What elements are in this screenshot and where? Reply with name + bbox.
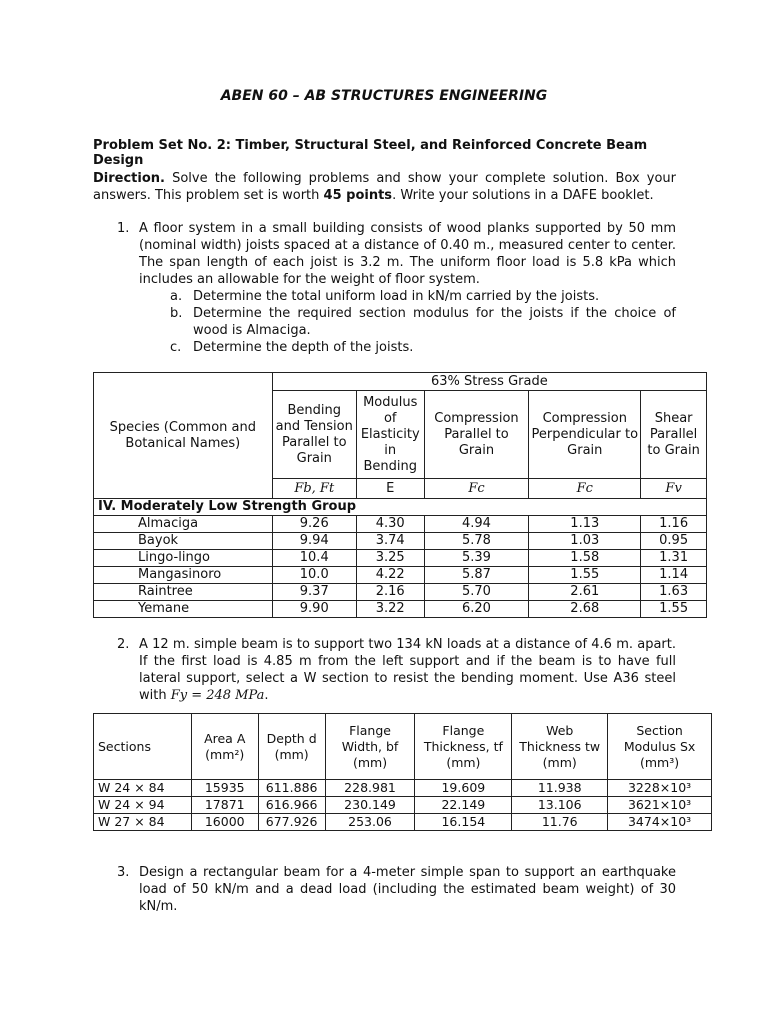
column-header: Section Modulus Sx (mm³) [608, 714, 712, 780]
problem-2-number: 2. [117, 637, 130, 652]
problem-1-item-b [170, 305, 676, 339]
column-header: Sections [94, 714, 192, 780]
strength-group-label: IV. Moderately Low Strength Group [94, 499, 707, 516]
problem-1-text: A floor system in a small building consists of wood planks supported by 50 mm (nominal width) joists spaced at a distance of 0.40 m., measured center to center. The span length of each joist is 3.2 m. The uniform floor load is 5.8 kPa which includes an allowable for the weight of floor system. [139, 221, 676, 287]
w-section-table [93, 713, 712, 831]
value-cell: 3.74 [356, 533, 424, 550]
species-header: Species (Common and Botanical Names) [94, 373, 273, 499]
value-cell: 15935 [191, 780, 258, 797]
direction-text-1: Solve the following problems and show your complete solution. Box your answers. This problem set is worth [93, 171, 676, 203]
column-symbol: Fb, Ft [272, 479, 356, 499]
value-cell: 2.16 [356, 584, 424, 601]
stress-grade-header: 63% Stress Grade [272, 373, 706, 391]
item-label: a. [170, 289, 183, 304]
value-cell: 1.03 [529, 533, 641, 550]
value-cell: 9.37 [272, 584, 356, 601]
species-cell: Raintree [94, 584, 273, 601]
value-cell: 17871 [191, 797, 258, 814]
problem-1 [93, 220, 676, 356]
value-cell: 6.20 [424, 601, 529, 618]
value-cell: 22.149 [415, 797, 512, 814]
value-cell: 228.981 [325, 780, 415, 797]
column-header: Compression Parallel to Grain [424, 391, 529, 479]
value-cell: 230.149 [325, 797, 415, 814]
table-row [94, 814, 712, 831]
item-label: b. [170, 306, 183, 321]
item-text: Determine the total uniform load in kN/m carried by the joists. [193, 289, 600, 304]
problem-set-title: Problem Set No. 2: Timber, Structural Steel, and Reinforced Concrete Beam Design [93, 138, 648, 168]
value-cell: 1.58 [529, 550, 641, 567]
section-cell: W 24 × 84 [94, 780, 192, 797]
value-cell: 19.609 [415, 780, 512, 797]
direction-paragraph [93, 170, 676, 204]
value-cell: 5.87 [424, 567, 529, 584]
problem-1-item-c [170, 339, 676, 356]
column-header: Modulus of Elasticity in Bending [356, 391, 424, 479]
problem-1-item-a [170, 288, 676, 305]
value-cell: 5.39 [424, 550, 529, 567]
direction-label: Direction. [93, 171, 165, 186]
problem-2-text: A 12 m. simple beam is to support two 134 kN loads at a distance of 4.6 m. apart. If the first load is 4.85 m from the left support and if the beam is to have full lateral support, select a W section to resist the bending moment. Use A36 steel with [139, 637, 676, 703]
value-cell: 11.76 [512, 814, 608, 831]
column-header: Area A (mm²) [191, 714, 258, 780]
value-cell: 3.22 [356, 601, 424, 618]
value-cell: 11.938 [512, 780, 608, 797]
table-row [94, 533, 707, 550]
problem-3 [93, 864, 676, 915]
value-cell: 253.06 [325, 814, 415, 831]
value-cell: 1.13 [529, 516, 641, 533]
column-symbol: E [356, 479, 424, 499]
species-cell: Almaciga [94, 516, 273, 533]
species-cell: Mangasinoro [94, 567, 273, 584]
value-cell: 9.26 [272, 516, 356, 533]
value-cell: 3228×10³ [608, 780, 712, 797]
value-cell: 1.16 [641, 516, 707, 533]
value-cell: 1.55 [641, 601, 707, 618]
table-row [94, 516, 707, 533]
species-cell: Lingo-lingo [94, 550, 273, 567]
value-cell: 3474×10³ [608, 814, 712, 831]
section-cell: W 27 × 84 [94, 814, 192, 831]
value-cell: 3621×10³ [608, 797, 712, 814]
value-cell: 4.30 [356, 516, 424, 533]
value-cell: 611.886 [258, 780, 325, 797]
section-cell: W 24 × 94 [94, 797, 192, 814]
direction-text-2: . Write your solutions in a DAFE booklet. [392, 188, 654, 203]
value-cell: 677.926 [258, 814, 325, 831]
column-symbol: Fc [424, 479, 529, 499]
value-cell: 16000 [191, 814, 258, 831]
table-row [94, 550, 707, 567]
column-header: Web Thickness tw (mm) [512, 714, 608, 780]
table-row [94, 601, 707, 618]
problem-1-number: 1. [117, 221, 130, 236]
value-cell: 4.22 [356, 567, 424, 584]
document-title: ABEN 60 – AB STRUCTURES ENGINEERING [220, 88, 548, 104]
column-header: Depth d (mm) [258, 714, 325, 780]
value-cell: 3.25 [356, 550, 424, 567]
table-row [94, 584, 707, 601]
problem-3-text: Design a rectangular beam for a 4-meter simple span to support an earthquake load of 50 kN/m and a dead load (including the estimated beam weight) of 30 kN/m. [139, 865, 676, 914]
value-cell: 1.31 [641, 550, 707, 567]
timber-stress-table [93, 372, 707, 618]
value-cell: 16.154 [415, 814, 512, 831]
value-cell: 2.61 [529, 584, 641, 601]
value-cell: 616.966 [258, 797, 325, 814]
value-cell: 9.90 [272, 601, 356, 618]
column-header: Compression Perpendicular to Grain [529, 391, 641, 479]
value-cell: 9.94 [272, 533, 356, 550]
item-text: Determine the depth of the joists. [193, 340, 414, 355]
value-cell: 1.14 [641, 567, 707, 584]
item-label: c. [170, 340, 182, 355]
item-text: Determine the required section modulus for the joists if the choice of wood is Almaciga. [193, 306, 676, 338]
direction-points: 45 points [323, 188, 393, 203]
value-cell: 5.70 [424, 584, 529, 601]
value-cell: 10.4 [272, 550, 356, 567]
table-row [94, 797, 712, 814]
column-symbol: Fv [641, 479, 707, 499]
column-header: Flange Width, bf (mm) [325, 714, 415, 780]
column-header: Shear Parallel to Grain [641, 391, 707, 479]
problem-2-end: . [264, 688, 269, 703]
value-cell: 1.55 [529, 567, 641, 584]
table-row [94, 567, 707, 584]
value-cell: 13.106 [512, 797, 608, 814]
column-header: Flange Thickness, tf (mm) [415, 714, 512, 780]
problem-2-text-block [139, 636, 676, 704]
value-cell: 4.94 [424, 516, 529, 533]
value-cell: 1.63 [641, 584, 707, 601]
value-cell: 5.78 [424, 533, 529, 550]
yield-stress-formula: Fy = 248 MPa [170, 688, 265, 703]
value-cell: 0.95 [641, 533, 707, 550]
value-cell: 10.0 [272, 567, 356, 584]
problem-3-number: 3. [117, 865, 130, 880]
value-cell: 2.68 [529, 601, 641, 618]
species-cell: Bayok [94, 533, 273, 550]
species-cell: Yemane [94, 601, 273, 618]
column-symbol: Fc [529, 479, 641, 499]
problem-2 [93, 636, 676, 704]
table-row [94, 780, 712, 797]
column-header: Bending and Tension Parallel to Grain [272, 391, 356, 479]
